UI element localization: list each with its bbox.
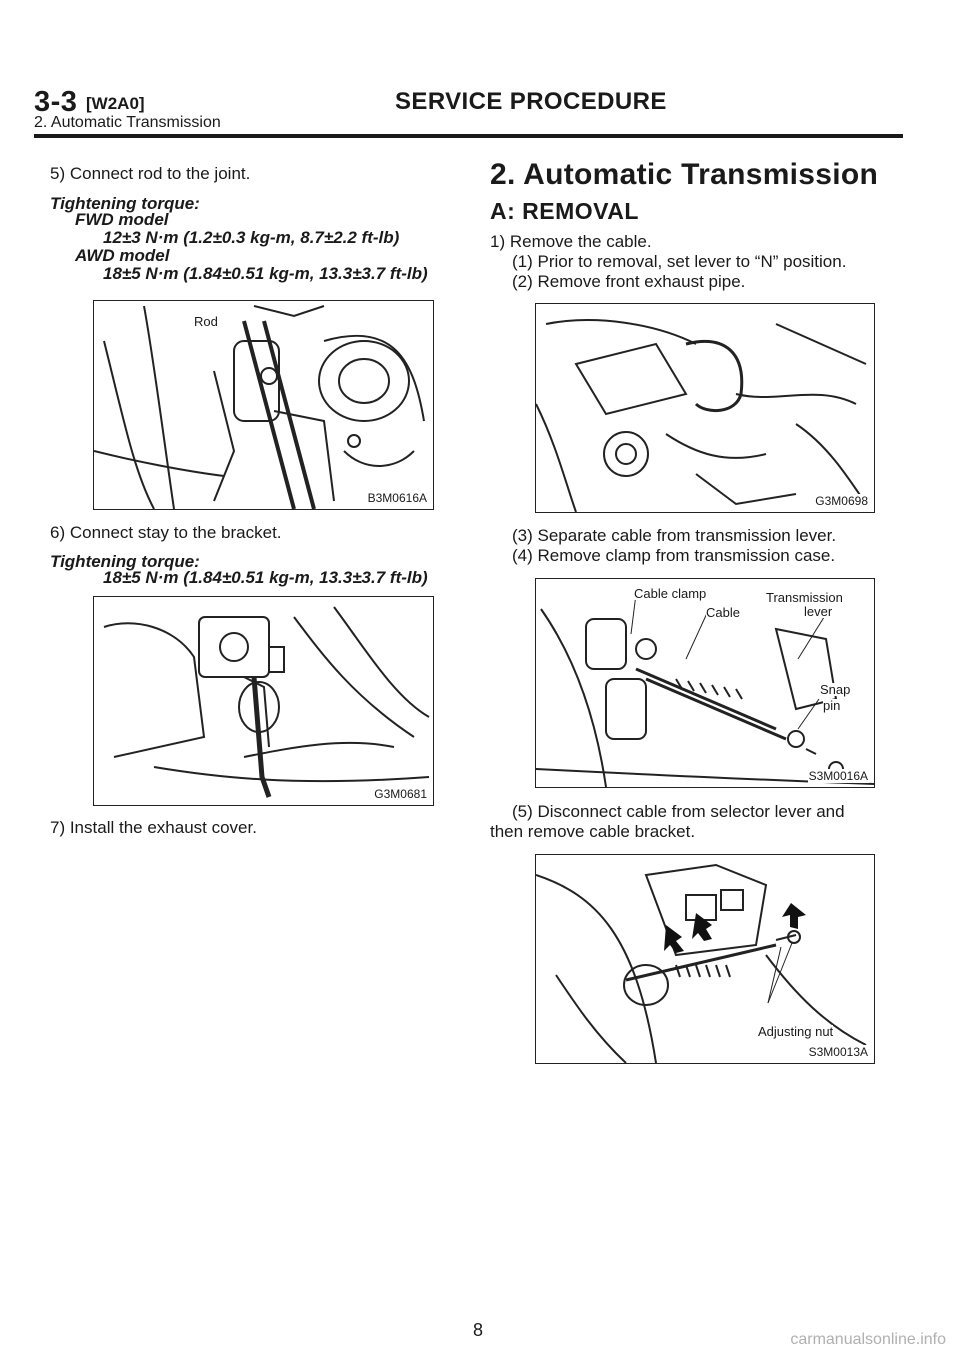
callout-adjusting-nut: Adjusting nut [758, 1024, 834, 1039]
step-1-5-text-line1: (5) Disconnect cable from selector lever and [512, 802, 845, 821]
figure-id: S3M0013A [808, 1045, 868, 1059]
fwd-torque-value: 12±3 N·m (1.2±0.3 kg-m, 8.7±2.2 ft-lb) [103, 228, 400, 247]
callout-snap: Snap [820, 682, 851, 697]
figure-selector-lever [535, 854, 875, 1064]
awd-model-label: AWD model [75, 246, 170, 265]
callout-cable-clamp: Cable clamp [634, 586, 707, 601]
step-1-4-text: (4) Remove clamp from transmission case. [512, 546, 836, 565]
stay-bracket-illustration [94, 597, 433, 805]
callout-rod: Rod [194, 314, 218, 329]
figure-id: G3M0698 [815, 494, 868, 508]
step-1-text: 1) Remove the cable. [490, 232, 652, 251]
subsection-heading: A: REMOVAL [490, 198, 639, 224]
figure-id: S3M0016A [808, 769, 868, 783]
header-divider [34, 134, 903, 138]
awd-torque-value: 18±5 N·m (1.84±0.51 kg-m, 13.3±3.7 ft-lb) [103, 264, 428, 283]
watermark: carmanualsonline.info [790, 1331, 946, 1348]
figure-id: G3M0681 [374, 787, 427, 801]
callout-lever: lever [804, 604, 833, 619]
section-code: 3-3 [34, 86, 78, 118]
torque-label-2: Tightening torque: [50, 552, 200, 571]
figure-cable-clamp [535, 578, 875, 788]
stay-torque-value: 18±5 N·m (1.84±0.51 kg-m, 13.3±3.7 ft-lb) [103, 568, 428, 587]
torque-label-1: Tightening torque: [50, 194, 200, 213]
rod-joint-illustration [94, 301, 433, 509]
exhaust-pipe-illustration [536, 304, 874, 512]
step-7-text: 7) Install the exhaust cover. [50, 818, 257, 837]
step-1-3-text: (3) Separate cable from transmission lever. [512, 526, 837, 545]
callout-transmission: Transmission [766, 590, 843, 605]
section-heading: 2. Automatic Transmission [490, 158, 879, 191]
step-5-text: 5) Connect rod to the joint. [50, 164, 251, 183]
section-tag: [W2A0] [86, 94, 145, 113]
callout-pin: pin [823, 698, 841, 713]
step-6-text: 6) Connect stay to the bracket. [50, 523, 282, 542]
figure-id: B3M0616A [367, 491, 427, 505]
page-subtitle: 2. Automatic Transmission [34, 114, 221, 131]
step-1-2-text: (2) Remove front exhaust pipe. [512, 272, 746, 291]
step-1-1-text: (1) Prior to removal, set lever to “N” position. [512, 252, 847, 271]
page-title: SERVICE PROCEDURE [395, 88, 667, 115]
page-number: 8 [473, 1320, 484, 1340]
callout-cable: Cable [706, 605, 740, 620]
figure-exhaust-pipe [535, 303, 875, 513]
fwd-model-label: FWD model [75, 210, 169, 229]
figure-rod-joint [93, 300, 434, 510]
figure-stay-bracket [93, 596, 434, 806]
step-1-5-text-line2: then remove cable bracket. [490, 822, 696, 841]
